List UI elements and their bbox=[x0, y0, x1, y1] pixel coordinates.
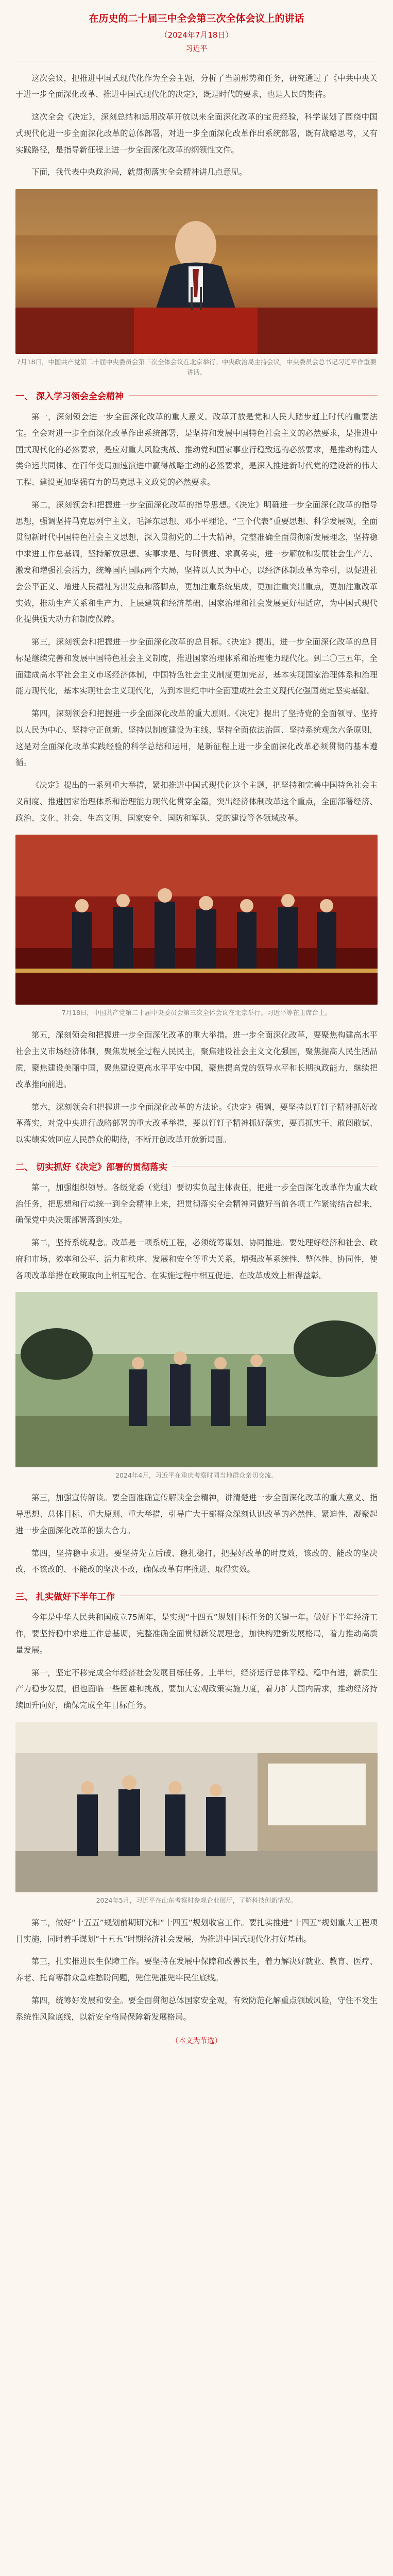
photo-outdoor-visit bbox=[15, 1292, 378, 1467]
photo-stage-image bbox=[15, 835, 378, 1005]
section-rule bbox=[129, 395, 378, 396]
section-paragraph: 第三，加强宣传解读。要全面准确宣传解读全会精神，讲清楚进一步全面深化改革的重大意义、指导思想、总体目标、重大原则、重大举措，引导广大干部群众深刻认识改革的必然性、紧迫性，凝聚起进一步全面深化改革的强大合力。 bbox=[15, 1493, 378, 1535]
section-heading-2 bbox=[15, 1160, 378, 1173]
photo-leaders-stage bbox=[15, 835, 378, 1005]
photo-caption: 7月18日，中国共产党第二十届中央委员会第三次全体会议在北京举行。中央政治局主持会议，中央委员会总书记习近平作重要讲话。 bbox=[16, 358, 377, 377]
section-paragraph: 第一，加强组织领导。各级党委（党组）要切实负起主体责任，把进一步全面深化改革作为重大政治任务，把思想和行动统一到全会精神上来，把贯彻落实全会精神同做好当前各项工作紧密结合起来，确保党中央决策部署落到实处。 bbox=[15, 1182, 378, 1225]
intro-paragraph: 这次会议，把推进中国式现代化作为全会主题，分析了当前形势和任务，研究通过了《中共中央关于进一步全面深化改革、推进中国式现代化的决定》，既是时代的要求，也是人民的期待。 bbox=[15, 73, 378, 99]
section-paragraph: 第二，深刻领会和把握进一步全面深化改革的指导思想。《决定》明确进一步全面深化改革的指导思想，强调坚持马克思列宁主义、毛泽东思想、邓小平理论、“三个代表”重要思想、科学发展观，全面贯彻新时代中国特色社会主义思想，深入贯彻党的二十大精神，完整准确全面贯彻新发展理念，坚持稳中求进工作总基调，坚持解放思想、实事求是、与时俱进、求真务实，进一步解放和发展社会生产力、激发和增强社会活力，统筹国内国际两个大局，坚持以人民为中心，以经济体制改革为牵引，以促进社会公平正义、增进人民福祉为出发点和落脚点，更加注重系统集成，更加注重突出重点，更加注重改革实效，推动生产关系和生产力、上层建筑和经济基础、国家治理和社会发展更好相适应，为中国式现代化提供强大动力和制度保障。 bbox=[15, 500, 378, 624]
section-title: 扎实做好下半年工作 bbox=[36, 1592, 115, 1603]
section-paragraph: 今年是中华人民共和国成立75周年，是实现“十四五”规划目标任务的关键一年。做好下半年经济工作，要坚持稳中求进工作总基调，完整准确全面贯彻新发展理念，加快构建新发展格局，着力推动高质量发展。 bbox=[15, 1613, 378, 1655]
section-number: 一、 bbox=[15, 392, 33, 402]
section-number: 二、 bbox=[15, 1162, 33, 1173]
intro-paragraph: 下面，我代表中央政治局，就贯彻落实全会精神讲几点意见。 bbox=[31, 167, 247, 177]
photo-outdoor-image bbox=[15, 1292, 378, 1467]
section-paragraph: 第四，深刻领会和把握进一步全面深化改革的重大原则。《决定》提出了坚持党的全面领导、坚持以人民为中心、坚持守正创新、坚持以制度建设为主线、坚持全面依法治国、坚持系统观念六条原则，这是对全面深化改革实践经验的科学总结和运用，是新征程上进一步全面深化改革必须贯彻的基本遵循。 bbox=[15, 709, 378, 768]
photo-caption: 2024年5月，习近平在山东考察时参观企业展厅，了解科技创新情况。 bbox=[96, 1896, 297, 1904]
article-title: 在历史的二十届三中全会第三次全体会议上的讲话 bbox=[89, 13, 304, 24]
section-paragraph: 第四，坚持稳中求进。要坚持先立后破、稳扎稳打，把握好改革的时度效，该改的、能改的坚决改，不该改的、不能改的坚决不改，确保改革有序推进、取得实效。 bbox=[15, 1548, 378, 1574]
section-heading-1 bbox=[15, 389, 378, 402]
photo-speech bbox=[15, 189, 378, 354]
section-paragraph: 第四，统筹好发展和安全。要全面贯彻总体国家安全观，有效防范化解重点领域风险，守住不发生系统性风险底线，以新安全格局保障新发展格局。 bbox=[15, 1995, 378, 2022]
section-paragraph: 第六，深刻领会和把握进一步全面深化改革的方法论。《决定》强调，要坚持以钉钉子精神抓好改革落实，对党中央进行战略部署的重大改革举措，要以钉钉子精神抓好落实，要真抓实干、敢闯敢试、以实绩实效回应人民群众的期待，不断开创改革开放新局面。 bbox=[15, 1102, 378, 1145]
photo-exhibition bbox=[15, 1722, 378, 1892]
section-title: 深入学习领会全会精神 bbox=[36, 392, 124, 402]
section-heading-3 bbox=[15, 1589, 378, 1602]
section-number: 三、 bbox=[15, 1592, 33, 1603]
photo-speech-image bbox=[15, 189, 378, 354]
photo-caption: 2024年4月，习近平在重庆考察时同当地群众亲切交流。 bbox=[115, 1471, 278, 1480]
article-header bbox=[15, 4, 378, 54]
photo-exhibition-image bbox=[15, 1722, 378, 1892]
section-paragraph: 第一，深刻领会进一步全面深化改革的重大意义。改革开放是党和人民大踏步赶上时代的重要法宝。全会对进一步全面深化改革作出系统部署，是坚持和发展中国特色社会主义的必然要求，是推进中国式现代化的必然要求，是应对重大风险挑战、推动党和国家事业行稳致远的必然要求，是推动构建人类命运共同体、在百年变局加速演进中赢得战略主动的必然要求，是深入推进新时代党的建设新的伟大工程、建设更加坚强有力的马克思主义政党的必然要求。 bbox=[15, 412, 378, 487]
section-title: 切实抓好《决定》部署的贯彻落实 bbox=[36, 1162, 167, 1173]
article-date: （2024年7月18日） bbox=[160, 30, 233, 40]
section-paragraph: 第三，扎实推进民生保障工作。要坚持在发展中保障和改善民生，着力解决好就业、教育、医疗、养老、托育等群众急难愁盼问题，兜住兜准兜牢民生底线。 bbox=[15, 1957, 378, 1983]
section-paragraph: 第二，坚持系统观念。改革是一项系统工程，必须统筹谋划、协同推进。要处理好经济和社会、政府和市场、效率和公平、活力和秩序、发展和安全等重大关系，增强改革系统性、整体性、协同性，使各项改革举措在政策取向上相互配合、在实施过程中相互促进、在改革成效上相得益彰。 bbox=[15, 1238, 378, 1280]
section-paragraph: 第一，坚定不移完成全年经济社会发展目标任务。上半年，经济运行总体平稳、稳中有进，新质生产力稳步发展，但也面临一些困难和挑战。要加大宏观政策实施力度，着力扩大国内需求，推动经济持续回升向好，确保完成全年目标任务。 bbox=[15, 1668, 378, 1710]
section-paragraph: 第三，深刻领会和把握进一步全面深化改革的总目标。《决定》提出，进一步全面深化改革的总目标是继续完善和发展中国特色社会主义制度，推进国家治理体系和治理能力现代化。到二〇三五年，全面建成高水平社会主义市场经济体制，中国特色社会主义制度更加完善，基本实现国家治理体系和治理能力现代化，基本实现社会主义现代化，为到本世纪中叶全面建成社会主义现代化强国奠定坚实基础。 bbox=[15, 637, 378, 696]
closing-note: （本文为节选） bbox=[171, 2037, 222, 2046]
section-paragraph: 第五，深刻领会和把握进一步全面深化改革的重大举措。进一步全面深化改革，要聚焦构建高水平社会主义市场经济体制，聚焦发展全过程人民民主，聚焦建设社会主义文化强国，聚焦提高人民生活品质，聚焦建设美丽中国，聚焦建设更高水平平安中国，聚焦提高党的领导水平和长期执政能力，继续把改革推向前进。 bbox=[15, 1030, 378, 1089]
section-paragraph: 第二，做好“十五五”规划前期研究和“十四五”规划收官工作。要扎实推进“十四五”规划重大工程项目实施，同时着手谋划“十五五”时期经济社会发展，为推进中国式现代化打好基础。 bbox=[15, 1918, 378, 1944]
photo-caption: 7月18日，中国共产党第二十届中央委员会第三次全体会议在北京举行。习近平等在主席台上。 bbox=[61, 1009, 332, 1017]
section-paragraph: 《决定》提出的一系列重大举措，紧扣推进中国式现代化这个主题，把坚持和完善中国特色社会主义制度、推进国家治理体系和治理能力现代化贯穿全篇，突出经济体制改革这个重点，全面部署经济、政治、文化、社会、生态文明、国家安全、国防和军队、党的建设等各领域改革。 bbox=[15, 781, 378, 823]
intro-paragraph: 这次全会《决定》，深刻总结和运用改革开放以来全面深化改革的宝贵经验，科学谋划了围绕中国式现代化进一步全面深化改革的总体部署，对进一步全面深化改革作出系统部署，既有战略思考，又有实践路径，是指导新征程上进一步全面深化改革的纲领性文件。 bbox=[15, 112, 378, 155]
article-author: 习近平 bbox=[185, 44, 208, 53]
